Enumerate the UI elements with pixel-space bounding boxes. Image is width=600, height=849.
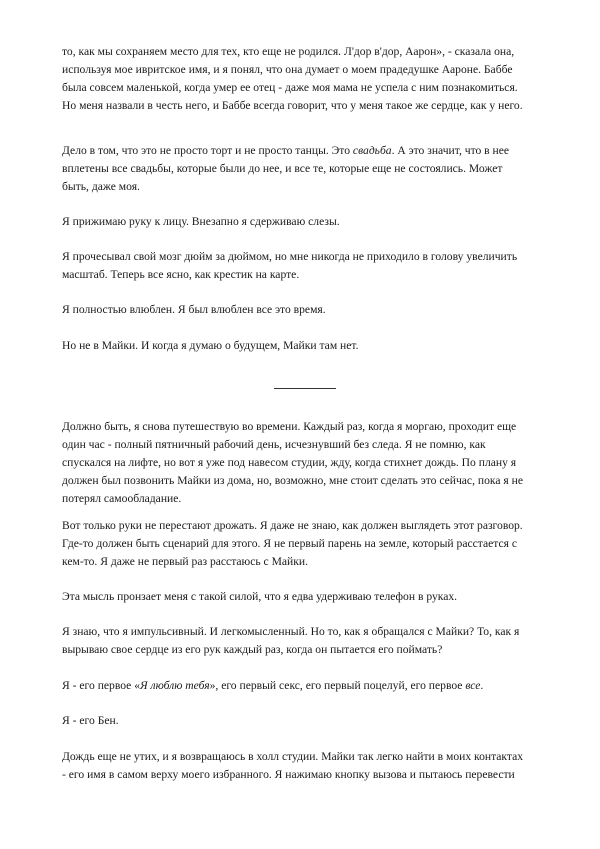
text-line [62, 490, 552, 508]
text-run: быть, даже моя. [62, 180, 140, 193]
text-line [62, 588, 552, 606]
paragraph [62, 142, 552, 196]
text-line [62, 553, 552, 571]
text-line [62, 454, 552, 472]
text-line [62, 517, 552, 535]
text-line [62, 418, 552, 436]
text-run: Но не в Майки. И когда я думаю о будущем, Майки там нет. [62, 339, 359, 352]
text-line [62, 472, 552, 490]
text-line [62, 61, 552, 79]
text-run: Я полностью влюблен. Я был влюблен все это время. [62, 303, 326, 316]
text-run: используя мое ивритское имя, и я понял, что она думает о моем прадедушке Аароне. Баббе [62, 63, 513, 76]
text-run: Но меня назвали в честь него, и Баббе всегда говорит, что у меня такое же сердце, как у него. [62, 99, 523, 112]
text-line [62, 436, 552, 454]
text-run: Должно быть, я снова путешествую во времени. Каждый раз, когда я моргаю, проходит еще [62, 420, 517, 433]
text-line [62, 213, 552, 231]
paragraph [62, 43, 552, 115]
text-run: вплетены все свадьбы, которые были до нее, и все те, которые еще не состоялись. Может [62, 162, 503, 175]
text-line [62, 301, 552, 319]
italic-text: Я люблю тебя [140, 679, 210, 692]
text-run: то, как мы сохраняем место для тех, кто еще не родился. Л'дор в'дор, Аарон», - сказала она, [62, 45, 515, 58]
text-run: . А это значит, что в нее [391, 144, 510, 157]
text-run: кем-то. Я даже не первый раз расстаюсь с Майки. [62, 555, 308, 568]
text-line [62, 43, 552, 61]
text-run: Эта мысль пронзает меня с такой силой, что я едва удерживаю телефон в руках. [62, 590, 458, 603]
text-line [62, 160, 552, 178]
text-line [62, 641, 552, 659]
text-line [62, 623, 552, 641]
text-run: спускался на лифте, но вот я уже под навесом студии, жду, когда стихнет дождь. По плану я [62, 456, 517, 469]
text-line [62, 535, 552, 553]
text-run: Дождь еще не утих, и я возвращаюсь в холл студии. Майки так легко найти в моих контактах [62, 750, 524, 763]
text-run: », его первый секс, его первый поцелуй, его первое [209, 679, 466, 692]
text-run: Вот только руки не перестают дрожать. Я даже не знаю, как должен выглядеть этот разговор. [62, 519, 523, 532]
text-run: один час - полный пятничный рабочий день, исчезнувший без следа. Я не помню, как [62, 438, 486, 451]
text-run: Я - его первое « [62, 679, 141, 692]
paragraph [62, 677, 552, 695]
text-line [62, 266, 552, 284]
paragraph [62, 748, 552, 784]
paragraph [62, 418, 552, 508]
paragraph [62, 301, 552, 319]
text-run: вырываю свое сердце из его рук каждый раз, когда он пытается его поймать? [62, 643, 443, 656]
text-line [62, 79, 552, 97]
text-run: Я знаю, что я импульсивный. И легкомысленный. Но то, как я обращался с Майки? То, как я [62, 625, 520, 638]
text-line [62, 97, 552, 115]
paragraph [62, 517, 552, 571]
text-run: Где-то должен быть сценарий для этого. Я не первый парень на земле, который расстается с [62, 537, 518, 550]
italic-text: свадьба [352, 144, 392, 157]
text-run: масштаб. Теперь все ясно, как крестик на карте. [62, 268, 300, 281]
paragraph [62, 248, 552, 284]
text-line [62, 677, 552, 695]
text-run: должен был позвонить Майки из дома, но, возможно, мне стоит сделать это сейчас, пока я не [62, 474, 523, 487]
section-separator [274, 388, 336, 389]
paragraph [62, 213, 552, 231]
text-line [62, 248, 552, 266]
text-run: Я - его Бен. [62, 714, 119, 727]
text-run: потерял самообладание. [62, 492, 182, 505]
paragraph [62, 623, 552, 659]
text-line [62, 766, 552, 784]
text-run: Я прочесывал свой мозг дюйм за дюймом, но мне никогда не приходило в голову увеличить [62, 250, 518, 263]
italic-text: все [465, 679, 481, 692]
text-run: Дело в том, что это не просто торт и не просто танцы. Это [62, 144, 353, 157]
text-line [62, 337, 552, 355]
text-run: Я прижимаю руку к лицу. Внезапно я сдерживаю слезы. [62, 215, 340, 228]
text-line [62, 178, 552, 196]
text-line [62, 748, 552, 766]
text-line [62, 712, 552, 730]
paragraph [62, 712, 552, 730]
text-line [62, 142, 552, 160]
text-run: . [480, 679, 484, 692]
paragraph [62, 337, 552, 355]
text-run: была совсем маленькой, когда умер ее отец - даже моя мама не успела с ним познакомиться. [62, 81, 518, 94]
text-run: - его имя в самом верху моего избранного. Я нажимаю кнопку вызова и пытаюсь перевести [62, 768, 515, 781]
paragraph [62, 588, 552, 606]
